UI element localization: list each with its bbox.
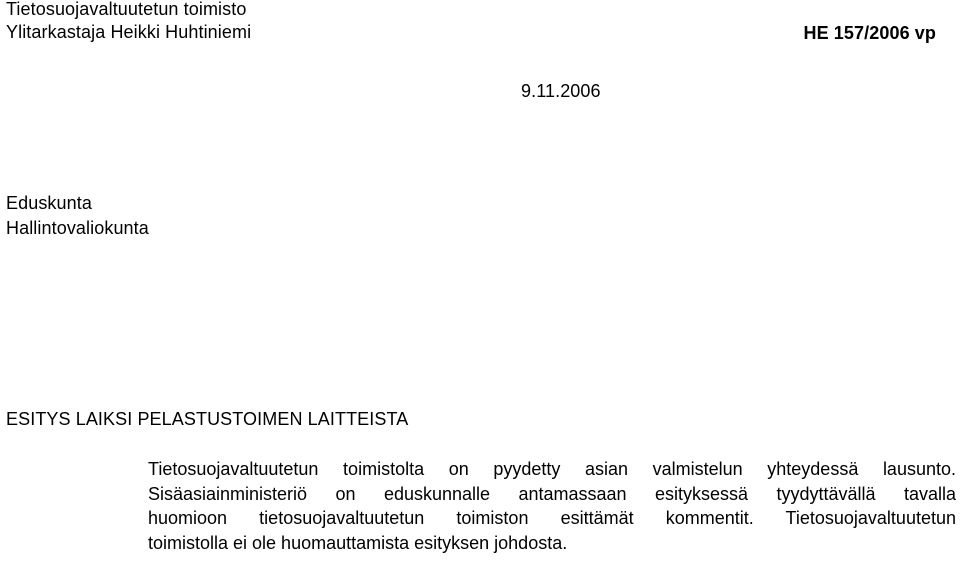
recipient-organization: Eduskunta <box>6 193 92 213</box>
statement-body <box>148 457 956 555</box>
body-line: huomioon tietosuojavaltuutetun toimiston esittämät kommentit. Tietosuojavaltuutetun <box>148 508 956 528</box>
sender-person-name: Ylitarkastaja Heikki Huhtiniemi <box>6 22 252 42</box>
body-line: Tietosuojavaltuutetun toimistolta on pyydetty asian valmistelun yhteydessä lausunto. <box>148 459 956 479</box>
document-id: HE 157/2006 vp <box>803 23 936 43</box>
body-line: toimistolla ei ole huomauttamista esityksen johdosta. <box>148 532 568 553</box>
document-subject: ESITYS LAIKSI PELASTUSTOIMEN LAITTEISTA <box>6 409 409 429</box>
recipient-committee: Hallintovaliokunta <box>6 218 149 238</box>
document-date: 9.11.2006 <box>521 81 601 101</box>
body-line: Sisäasiainministeriö on eduskunnalle antamassaan esityksessä tyydyttävällä tavalla <box>148 483 956 504</box>
sender-office-name: Tietosuojavaltuutetun toimisto <box>6 0 247 19</box>
